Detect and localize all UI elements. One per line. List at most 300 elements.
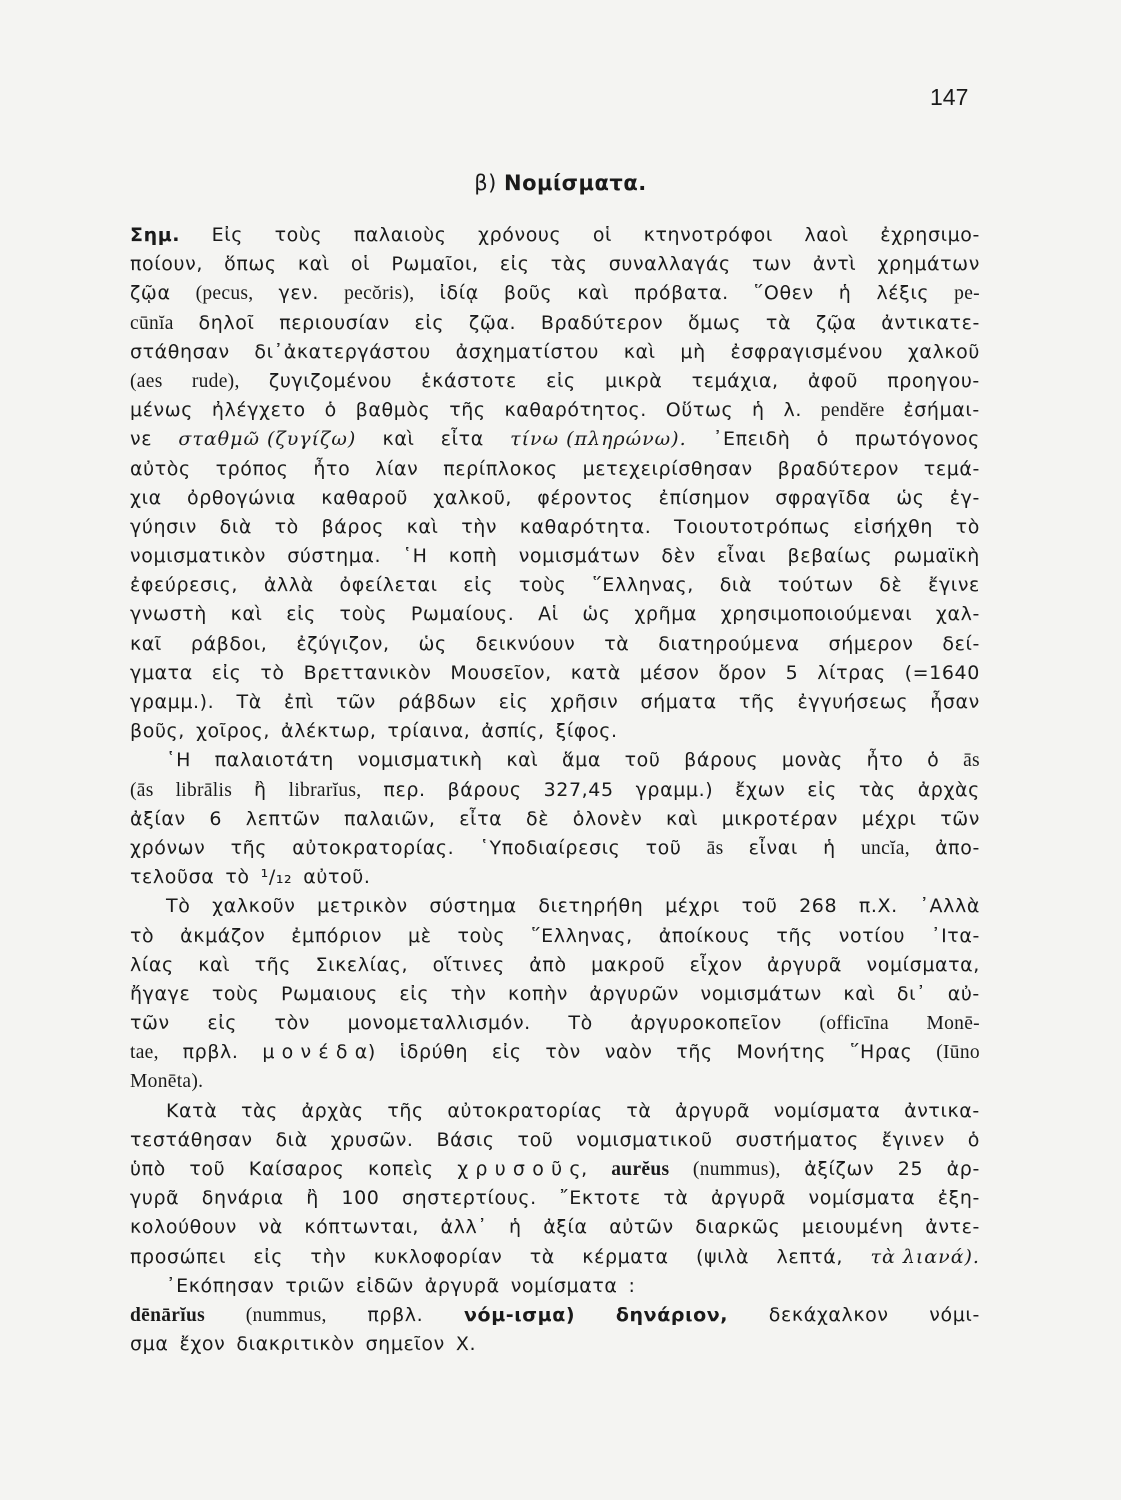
- word: ἀφοῦ: [807, 369, 858, 392]
- section-marker: β): [474, 171, 497, 195]
- word: Ρωμαῖοι,: [391, 253, 479, 276]
- word: καὶ: [666, 807, 698, 830]
- word: πρωτόγονος: [855, 428, 980, 451]
- text-line: [130, 688, 980, 717]
- word: ἀργυρῶν: [589, 982, 680, 1005]
- text-line: [130, 1038, 980, 1067]
- word: tae,: [130, 1042, 159, 1064]
- word: 327,45: [543, 778, 614, 801]
- word: ἀρ-: [946, 1158, 980, 1180]
- word: καὶ: [577, 282, 610, 305]
- word: τῆς: [676, 1041, 713, 1064]
- word: ἰδίᾳ: [439, 282, 479, 305]
- word: γματα: [130, 661, 193, 684]
- word: ᾿Αλλὰ: [919, 895, 980, 918]
- word: εἶναι: [748, 836, 798, 859]
- word: (ψιλὰ: [695, 1245, 750, 1268]
- word: οἵτινες: [432, 953, 505, 976]
- word: χρῆμα: [634, 603, 698, 626]
- text-line: [130, 455, 980, 484]
- word: εἰς: [546, 369, 576, 392]
- word: δὲ: [525, 807, 550, 830]
- word: ἤγαγε: [130, 982, 191, 1005]
- word: οἱ: [592, 224, 613, 246]
- word: (=1640: [904, 661, 980, 684]
- text-line: [130, 892, 980, 921]
- word: ῾Η: [166, 749, 191, 772]
- word: ῞Οθεν: [753, 282, 814, 305]
- word: λέξις: [876, 282, 930, 305]
- word: ᾿Ιτα-: [930, 924, 980, 947]
- word: τοῦ: [741, 895, 778, 918]
- word: εἰς: [211, 661, 242, 684]
- word: π.Χ.: [858, 895, 898, 918]
- word: σφραγῖδα: [775, 486, 872, 509]
- word: ὡς: [418, 632, 447, 655]
- word: των: [751, 253, 792, 276]
- text-line: [130, 396, 980, 425]
- word: χια: [130, 486, 162, 509]
- word: βάρους: [447, 778, 522, 801]
- word: ἡ: [838, 282, 852, 305]
- word: ἐσήμαι-: [903, 399, 980, 422]
- word: εἶτα: [459, 807, 503, 830]
- word: ῞Ηρας: [849, 1041, 913, 1064]
- word: τοὺς: [518, 574, 567, 597]
- word: αὐτῶν: [609, 1216, 674, 1239]
- word: σταθμῶ (ζυγίζω): [178, 428, 357, 451]
- word: δὲ: [879, 574, 903, 597]
- text-line: [130, 834, 980, 863]
- word: καὶ: [623, 340, 656, 363]
- word: ¹/₁₂: [260, 866, 293, 889]
- word: Ρωμαιους: [280, 982, 378, 1005]
- text-line: [130, 630, 980, 659]
- word: δηνάριον,: [615, 1303, 729, 1326]
- word: τοὺς: [211, 982, 260, 1005]
- word: δηλοῖ: [198, 311, 255, 334]
- word: Τὸ: [568, 1012, 593, 1035]
- word: μ ο ν έ δ α): [262, 1041, 376, 1064]
- word: ῾Υποδιαίρεσις: [479, 836, 621, 859]
- word: ἀντικα-: [904, 1099, 980, 1122]
- word: Αἱ: [538, 603, 559, 626]
- word: δεικνύουν: [475, 632, 576, 655]
- word: εἶχον: [689, 953, 743, 976]
- word: ἐσφραγισμένου: [730, 340, 884, 363]
- word: καὶ: [506, 749, 539, 772]
- text-line: [130, 1009, 980, 1038]
- word: βοῦς,: [130, 720, 185, 743]
- text-line: [130, 1155, 980, 1184]
- word: τρόπος: [215, 457, 289, 480]
- text-line: [130, 484, 980, 513]
- word: νομίσματα,: [866, 953, 980, 976]
- word: τεμά-: [923, 457, 980, 480]
- word: τοὺς: [339, 603, 388, 626]
- word: 100: [341, 1187, 380, 1210]
- word: εἰς: [253, 1245, 284, 1268]
- word: βάρος: [321, 515, 384, 538]
- word: Σικελίας,: [315, 953, 409, 976]
- text-line: [130, 922, 980, 951]
- word: βάρους: [684, 749, 759, 772]
- word: λαοὶ: [804, 224, 849, 246]
- word: βραδύτερον: [777, 457, 899, 480]
- word: χρόνων: [130, 836, 206, 859]
- word: ῎Εκτοτε: [559, 1187, 641, 1210]
- word: ἐξη-: [937, 1187, 980, 1210]
- word: Βραδύτερον: [540, 311, 664, 334]
- word: πρβλ.: [367, 1303, 424, 1326]
- word: τῶν: [130, 1012, 170, 1035]
- word: καὶ: [297, 253, 330, 276]
- word: 5: [785, 661, 799, 684]
- word: καθαροῦ: [321, 486, 409, 509]
- word: τὰς: [858, 778, 896, 801]
- word: ᾿Εκόπησαν: [166, 1274, 275, 1297]
- word: αὐτοκρατορίας.: [292, 836, 455, 859]
- word: αὐτοκρατορίας: [447, 1099, 603, 1122]
- word: κυκλοφορίαν: [373, 1245, 503, 1268]
- word: ἢ: [306, 1187, 319, 1210]
- word: σύστημα.: [287, 545, 382, 568]
- word: τριῶν: [285, 1274, 345, 1297]
- word: ῞Ελληνας,: [592, 574, 694, 597]
- word: ὡς: [582, 603, 611, 626]
- word: ἑκάστοτε: [421, 369, 517, 392]
- word: (nummus,: [245, 1304, 327, 1326]
- word: τὸ: [225, 866, 250, 889]
- word: ρωμαϊκὴ: [893, 545, 980, 568]
- word: λίας: [130, 953, 174, 976]
- word: τεμάχια,: [691, 369, 779, 392]
- word: ἐπὶ: [284, 691, 314, 713]
- word: χαλκοῦ,: [433, 486, 513, 509]
- word: τὸ: [274, 515, 299, 538]
- word: νομίσματα: [773, 1099, 881, 1122]
- word: προσώπει: [130, 1245, 227, 1268]
- word: Τὰ: [236, 691, 262, 713]
- word: ἡ: [509, 1216, 522, 1239]
- word: ἦτο: [313, 457, 351, 480]
- word: δὲν: [661, 545, 696, 568]
- word: εἰς: [491, 1041, 522, 1064]
- word: τοῦ: [645, 836, 682, 859]
- text-line: [130, 717, 980, 746]
- word: εἰς: [399, 982, 430, 1005]
- word: ἐγγυήσεως: [797, 691, 909, 713]
- word: ἐπίσημον: [658, 486, 751, 509]
- word: ἀπὸ: [529, 953, 567, 976]
- word: οἱ: [350, 253, 371, 276]
- word: σύστημα: [429, 895, 517, 918]
- word: νόμ-ισμα): [464, 1303, 576, 1326]
- word: τὰ: [765, 311, 792, 334]
- word: γύησιν: [130, 515, 197, 538]
- word: τὴν: [310, 1245, 347, 1268]
- word: τὰς: [550, 253, 588, 276]
- text-line: [130, 805, 980, 834]
- word: καθαρότητος.: [504, 399, 647, 422]
- word: διὰ: [275, 1128, 308, 1151]
- word: κολούθουν: [130, 1216, 237, 1239]
- text-line: [130, 746, 980, 775]
- text-line: [130, 1213, 980, 1242]
- word: νοτίου: [838, 924, 906, 947]
- word: μικροτέραν: [721, 807, 838, 830]
- word: διακριτικὸν: [236, 1333, 355, 1356]
- word: τὰς: [240, 1099, 278, 1122]
- word: γεν.: [278, 282, 320, 305]
- word: τεστάθησαν: [130, 1128, 253, 1151]
- word: ἀργυρᾶ: [767, 953, 843, 976]
- word: ὁ: [324, 399, 337, 422]
- text-line: [130, 279, 980, 308]
- text-line: [130, 776, 980, 805]
- word: τὰ λιανά).: [870, 1245, 980, 1268]
- word: διατηρούμενα: [658, 632, 800, 655]
- word: σμα: [130, 1333, 169, 1356]
- word: ἀλέκτωρ,: [281, 720, 377, 743]
- word: τοῦ: [517, 1128, 554, 1151]
- word: δι᾿ἀκατεργάστου: [254, 340, 431, 363]
- word: εἰς: [463, 574, 494, 597]
- word: διὰ: [219, 515, 252, 538]
- text-line: [130, 1097, 980, 1126]
- word: χαλ-: [935, 603, 980, 626]
- word: στάθησαν: [130, 340, 230, 363]
- word: τὸ: [130, 924, 155, 947]
- word: ἀσπίς,: [481, 720, 545, 743]
- word: χρημάτων: [877, 253, 980, 276]
- word: ῾Η: [402, 545, 428, 568]
- word: εἰδῶν: [355, 1274, 414, 1297]
- text-line: [130, 513, 980, 542]
- word: ναὸν: [604, 1041, 653, 1064]
- word: βοῦς: [503, 282, 553, 305]
- word: τὰ: [529, 1245, 555, 1268]
- word: ὁλονὲν: [572, 807, 643, 830]
- word: ὅρον: [718, 661, 767, 684]
- word: Σημ.: [130, 224, 181, 246]
- word: ἀξίζων: [804, 1158, 875, 1180]
- word: μονομεταλλισμόν.: [347, 1012, 531, 1035]
- text-line: [130, 425, 980, 454]
- word: τῆς: [449, 399, 486, 422]
- word: εἰσήχθη: [853, 515, 934, 538]
- word: ἐμπόριον: [291, 924, 383, 947]
- word: καὶ: [230, 603, 263, 626]
- word: νομίσματα: [510, 1274, 618, 1297]
- word: βεβαίως: [787, 545, 873, 568]
- text-line: [130, 542, 980, 571]
- word: καὶ: [198, 953, 231, 976]
- word: 25: [897, 1158, 924, 1180]
- word: ἔχον: [179, 1333, 226, 1356]
- word: μονὰς: [781, 749, 843, 772]
- text-line: [130, 659, 980, 688]
- word: δι᾿: [896, 982, 927, 1005]
- text-line: [130, 1301, 980, 1330]
- word: Οὕτως: [665, 399, 734, 422]
- word: ἀλλὰ: [263, 574, 314, 597]
- word: μειουμένη: [801, 1216, 904, 1239]
- word: εἶναι: [716, 545, 767, 568]
- text-line: [130, 221, 980, 250]
- word: νε: [130, 428, 153, 451]
- text-line: [130, 309, 980, 338]
- word: ἐφεύρεσις,: [130, 574, 239, 597]
- word: νὰ: [258, 1216, 283, 1239]
- word: ἅμα: [562, 749, 601, 772]
- section-heading: [0, 171, 1121, 195]
- word: διὰ: [719, 574, 753, 597]
- word: ἀσχηματίστου: [455, 340, 599, 363]
- page-number: 147: [930, 84, 969, 110]
- word: τὰ: [626, 1099, 652, 1122]
- word: ἐχρησιμο-: [880, 224, 980, 246]
- word: λίαν: [375, 457, 419, 480]
- word: εἰς: [807, 778, 837, 801]
- word: γραμμ.): [635, 778, 714, 801]
- word: ās: [963, 750, 980, 772]
- word: συναλλαγάς: [608, 253, 731, 276]
- word: pe-: [954, 283, 980, 305]
- word: τὸν: [274, 1012, 311, 1035]
- body-text: [130, 221, 980, 1359]
- word: τὰ: [663, 1187, 689, 1210]
- word: καὶ: [382, 428, 415, 451]
- word: αὐτὸς: [130, 457, 191, 480]
- word: κέρματα: [582, 1245, 669, 1268]
- word: σηστερτίους.: [401, 1187, 537, 1210]
- word: ὁ: [816, 428, 829, 451]
- word: ἡ: [823, 836, 836, 859]
- word: τῆς: [738, 691, 776, 713]
- word: χρῆσιν: [550, 691, 619, 713]
- word: uncĭa,: [860, 837, 910, 859]
- word: ἀρχὰς: [301, 1099, 364, 1122]
- word: νομισμάτων: [700, 982, 822, 1005]
- word: pendĕre: [820, 400, 885, 422]
- word: ἢ: [254, 778, 267, 801]
- word: (officīna: [819, 1013, 889, 1035]
- word: χρυσῶν.: [330, 1128, 414, 1151]
- word: καὶ: [406, 515, 439, 538]
- word: χαλκοῦ: [907, 340, 980, 363]
- word: περίπλοκος: [443, 457, 558, 480]
- word: Μουσεῖον,: [450, 661, 552, 684]
- word: :: [628, 1274, 636, 1297]
- word: κτηνοτρόφοι: [643, 224, 773, 246]
- word: εἰς: [286, 603, 316, 626]
- word: σημεῖον: [365, 1333, 445, 1356]
- word: μὴ: [680, 340, 706, 363]
- word: νομίσματα: [808, 1187, 916, 1210]
- word: νομισμάτων: [518, 545, 641, 568]
- word: Μονήτης: [736, 1041, 827, 1064]
- word: τῆς: [387, 1099, 424, 1122]
- word: ὀρθογώνια: [186, 486, 297, 509]
- word: ζῷα: [815, 311, 857, 334]
- word: εἰς: [498, 691, 529, 713]
- text-line: [130, 600, 980, 629]
- word: pecŏris),: [344, 283, 415, 305]
- word: χρησιμοποιούμεναι: [720, 603, 913, 626]
- word: Βρεττανικὸν: [303, 661, 432, 684]
- word: ἀπο-: [935, 836, 980, 859]
- word: τὴν: [450, 982, 487, 1005]
- word: κοπὴ: [448, 545, 498, 568]
- word: ζῷα.: [468, 311, 517, 334]
- word: λίτρας: [817, 661, 886, 684]
- word: τὰ: [604, 632, 630, 655]
- word: καῖ: [130, 632, 162, 655]
- word: Τοιουτοτρόπως: [674, 515, 831, 538]
- word: rude),: [191, 370, 240, 392]
- word: ἡ: [752, 399, 765, 422]
- word: τίνω (πληρώνω).: [510, 428, 687, 451]
- word: ἀργυρᾶ: [675, 1099, 751, 1122]
- word: ἀξίαν: [130, 807, 186, 830]
- word: φέροντος: [537, 486, 634, 509]
- word: τοὺς: [274, 224, 323, 246]
- word: ἔγινε: [928, 574, 980, 597]
- word: παλαιοὺς: [353, 224, 447, 246]
- word: Εἰς: [211, 224, 244, 246]
- text-line: [130, 863, 980, 892]
- word: λ.: [783, 399, 802, 422]
- word: ἀντε-: [925, 1216, 980, 1239]
- word: βαθμὸς: [355, 399, 431, 422]
- text-line: [130, 1067, 980, 1096]
- word: νόμι-: [929, 1303, 980, 1326]
- word: μέχρι: [665, 895, 720, 918]
- word: μικρὰ: [605, 369, 663, 392]
- word: aurĕus: [611, 1159, 670, 1180]
- word: dēnārĭus: [130, 1304, 206, 1326]
- word: δηνάρια: [201, 1187, 284, 1210]
- word: ζῷα: [130, 282, 171, 305]
- text-line: [130, 367, 980, 396]
- word: Κατὰ: [166, 1099, 218, 1122]
- word: γυρᾶ: [130, 1187, 180, 1210]
- word: τῆς: [776, 924, 813, 947]
- word: Χ.: [455, 1333, 477, 1356]
- word: τῆς: [230, 836, 268, 859]
- text-line: [130, 1272, 980, 1301]
- word: προηγου-: [887, 369, 980, 392]
- word: ὑπὸ: [130, 1158, 166, 1180]
- word: τὴν: [461, 515, 498, 538]
- word: ξίφος.: [555, 720, 618, 743]
- word: τοῦ: [189, 1158, 226, 1180]
- word: Monēta).: [130, 1071, 204, 1093]
- word: νομισματικὴ: [357, 749, 483, 772]
- word: ὀφείλεται: [339, 574, 438, 597]
- word: χ ρ υ σ ο ῦ ς,: [457, 1158, 588, 1180]
- word: ἦσαν: [930, 691, 980, 713]
- word: μὲ: [408, 924, 432, 947]
- text-line: [130, 250, 980, 279]
- word: τὸ: [260, 661, 285, 684]
- word: καθαρότητα.: [519, 515, 652, 538]
- word: librālis: [175, 779, 233, 801]
- word: μέχρι: [861, 807, 917, 830]
- word: ὡς: [896, 486, 925, 509]
- section-title: Νομίσματα.: [504, 171, 647, 195]
